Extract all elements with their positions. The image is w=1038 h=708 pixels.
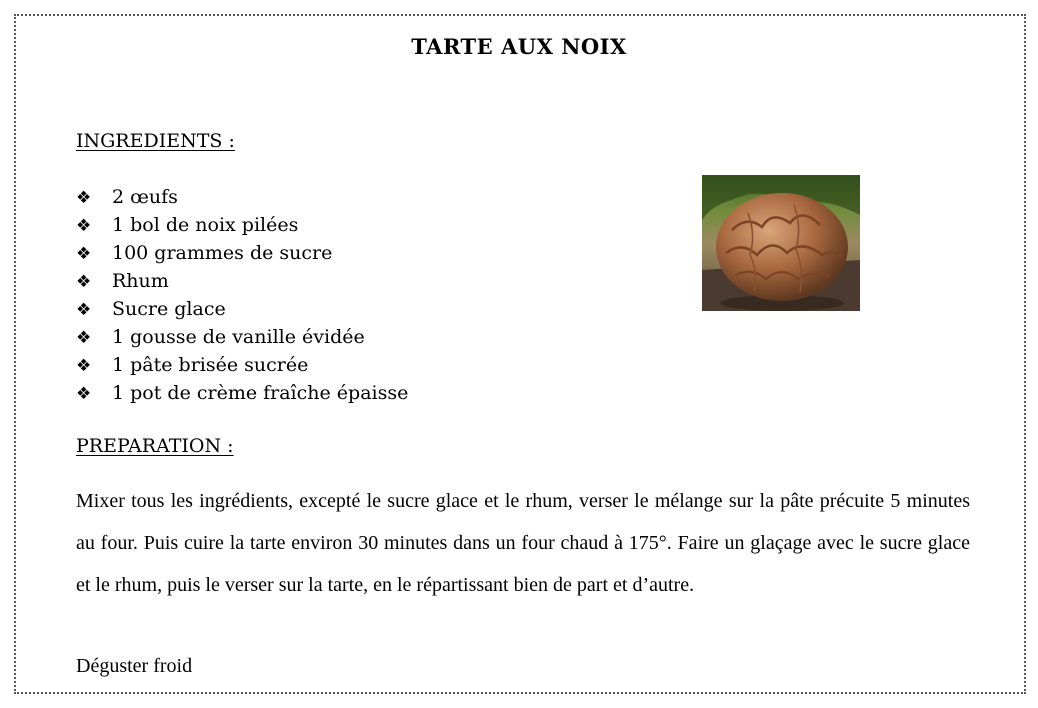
diamond-bullet-icon: ❖ (76, 384, 92, 404)
diamond-bullet-icon: ❖ (76, 300, 92, 320)
ingredient-text: Rhum (112, 270, 169, 292)
ingredient-text: 100 grammes de sucre (112, 242, 333, 264)
ingredient-list (76, 183, 408, 407)
list-item (76, 239, 408, 267)
ingredient-text: 1 gousse de vanille évidée (112, 326, 365, 348)
list-item (76, 211, 408, 239)
recipe-title: TARTE AUX NOIX (411, 34, 627, 59)
diamond-bullet-icon: ❖ (76, 216, 92, 236)
preparation-heading: PREPARATION : (76, 435, 234, 457)
diamond-bullet-icon: ❖ (76, 356, 92, 376)
walnut-photo (702, 175, 860, 311)
list-item (76, 267, 408, 295)
ingredient-text: 1 pot de crème fraîche épaisse (112, 382, 409, 404)
list-item (76, 351, 408, 379)
diamond-bullet-icon: ❖ (76, 328, 92, 348)
ingredient-text: 2 œufs (112, 186, 178, 208)
ingredient-text: 1 bol de noix pilées (112, 214, 299, 236)
ingredient-text: Sucre glace (112, 298, 226, 320)
preparation-paragraph: Mixer tous les ingrédients, excepté le sucre glace et le rhum, verser le mélange sur la pâte précuite 5 minutes au four. Puis cuire la tarte environ 30 minutes dans un four chaud à 175°. Faire un glaçage avec le sucre glace et le rhum, puis le verser sur la tarte, en le répartissant bien de part et d’autre. (76, 490, 970, 596)
diamond-bullet-icon: ❖ (76, 244, 92, 264)
ingredients-heading: INGREDIENTS : (76, 130, 235, 152)
walnut-icon (702, 175, 860, 311)
list-item (76, 379, 408, 407)
list-item (76, 183, 408, 211)
diamond-bullet-icon: ❖ (76, 272, 92, 292)
list-item (76, 295, 408, 323)
diamond-bullet-icon: ❖ (76, 188, 92, 208)
ingredient-text: 1 pâte brisée sucrée (112, 354, 309, 376)
serving-note: Déguster froid (76, 655, 193, 677)
list-item (76, 323, 408, 351)
